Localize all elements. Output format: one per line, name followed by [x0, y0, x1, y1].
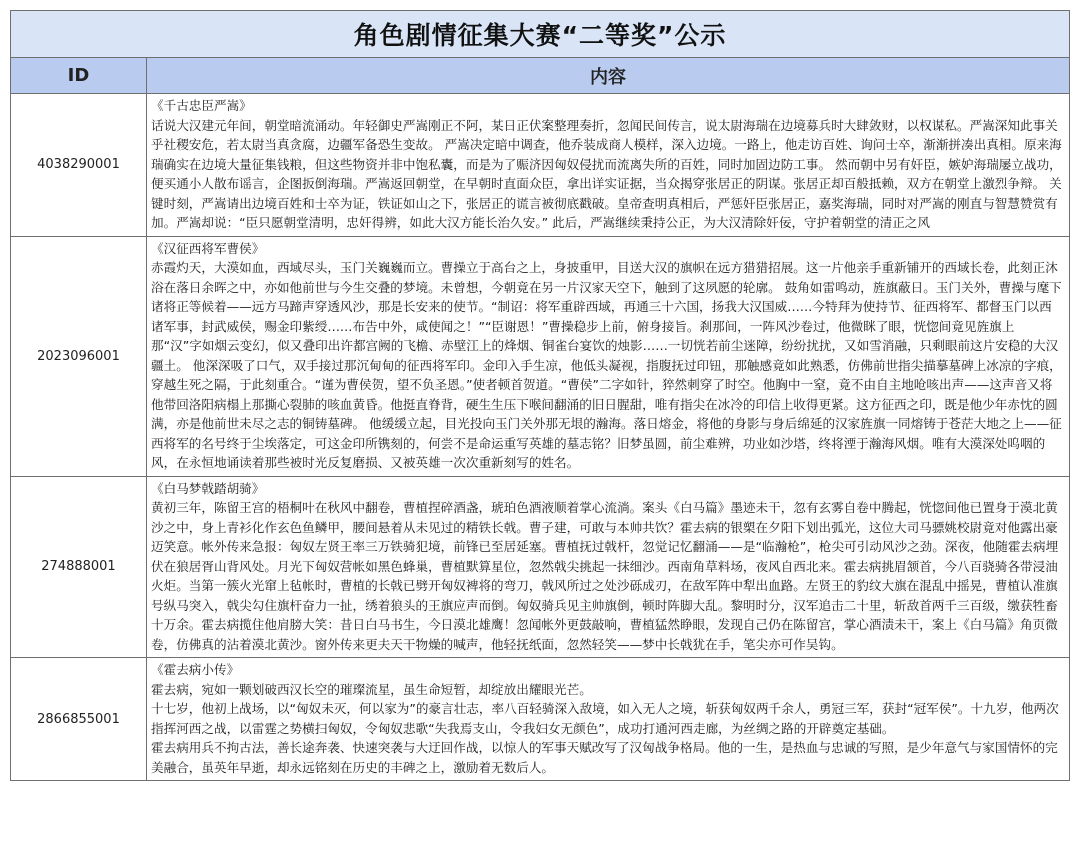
row-id: 274888001 — [11, 476, 147, 658]
title-row — [11, 11, 1070, 58]
row-content — [147, 658, 1070, 781]
entry-paragraph: 十七岁，他初上战场，以“匈奴未灭，何以家为”的豪言壮志，率八百轻骑深入敌境，如入无人之境，斩获匈奴两千余人，勇冠三军，获封“冠军侯”。十九岁，他两次指挥河西之战，以雷霆之势横扫匈奴，令匈奴悲歌“失我焉支山，令我妇女无颜色”，成功打通河西走廊，为丝绸之路的开辟奠定基础。 — [151, 701, 1059, 736]
entry-title: 《千古忠臣严嵩》 — [151, 98, 252, 113]
entry-paragraph: 霍去病用兵不拘古法，善长途奔袭、快速突袭与大迂回作战，以惊人的军事天赋改写了汉匈战争格局。他的一生，是热血与忠诚的写照，是少年意气与家国情怀的完美融合，虽英年早逝，却永远铭刻在历史的丰碑之上，激励着无数后人。 — [151, 740, 1058, 775]
entry-paragraph: 霍去病，宛如一颗划破西汉长空的璀璨流星，虽生命短暂，却绽放出耀眼光芒。 — [151, 681, 592, 697]
table-row — [11, 476, 1070, 658]
table-row — [11, 236, 1070, 476]
entry-title: 《汉征西将军曹侯》 — [151, 240, 265, 256]
column-header-content: 内容 — [147, 58, 1070, 94]
entry-title: 《白马梦戟踏胡骑》 — [151, 480, 265, 496]
entry-paragraph: 赤霞灼天，大漠如血，西域尽头，玉门关巍巍而立。曹操立于高台之上，身披重甲，目送大汉的旗帜在远方猎猎招展。这一片他亲手重新铺开的西域长卷，此刻正沐浴在落日余晖之中，亦如他前世与今生交叠的梦境。未曾想，今朝竟在另一片汉家天空下，触到了这夙愿的轮廓。 鼓角如雷鸣动，旌旗蔽日。玉门关外，曹操与麾下诸将正等候着——远方马蹄声穿透风沙，那是长安来的使节。“制诏：将军重辟西域，再通三十六国，扬我大汉国威……今特拜为使持节、征西将军、都督玉门以西诸军事，封武威侯，赐金印紫绶……布告中外，咸使闻之！”“臣谢恩！”曹操稳步上前，俯身接旨。刹那间，一阵风沙卷过，他微眯了眼，恍惚间竟见旌旗上那“汉”字如烟云变幻，似又叠印出许都宫阙的飞檐、赤壁江上的烽烟、铜雀台宴饮的烛影……一切恍若前尘迷障，纷纷扰扰，又如雪消融，只剩眼前这片安稳的大汉疆土。 他深深吸了口气，双手接过那沉甸甸的征西将军印。金印入手生凉，他低头凝视，指腹抚过印钮，那触感竟如此熟悉，仿佛前世指尖描摹墓碑上冰凉的字痕，穿越生死之隔，于此刻重合。“谨为曹侯贺，望不负圣恩。”使者顿首贺道。“曹侯”二字如针，猝然刺穿了时空。他胸中一窒，竟不由自主地呛咳出声——这声音又将他带回洛阳病榻上那撕心裂肺的咳血黄昏。他挺直脊背，硬生生压下喉间翻涌的旧日腥甜，唯有指尖在冰冷的印信上收得更紧。这方征西之印，既是他少年赤忱的圆满，亦是他前世未尽之志的铜铸墓碑。 他缓缓立起，目光投向玉门关外那无垠的瀚海。落日熔金，将他的身影与身后绵延的汉家旌旗一同熔铸于苍茫大地之上——征西将军的名号终于尘埃落定，可这金印所镌刻的，何尝不是命运重写英雄的墓志铭？旧梦虽圆，前尘难辨，功业如沙塔，终将湮于瀚海风烟。唯有大漠深处呜咽的风，在永恒地诵读着那些被时光反复磨损、又被英雄一次次重新刻写的姓名。 — [151, 260, 1062, 470]
entry-paragraph: 黄初三年，陈留王宫的梧桐叶在秋风中翻卷，曹植捏碎酒盏，琥珀色酒液顺着掌心流淌。案头《白马篇》墨迹未干，忽有玄雾自卷中腾起，恍惚间他已置身于漠北黄沙之中，身上青衫化作玄色鱼鳞甲，腰间悬着从未见过的精铁长戟。曹子建，可敢与本帅共饮？霍去病的银槊在夕阳下划出弧光，这位大司马骠姚校尉竟对他露出豪迈笑意。帐外传来急报：匈奴左贤王率三万铁骑犯境，前锋已至居延塞。曹植抚过戟杆，忽觉记忆翻涌——是“临瀚枪”，枪尖可引动风沙之劲。深夜，他随霍去病埋伏在狼居胥山背风处。月光下匈奴营帐如黑色蜂巢，曹植默算星位，忽然戟尖挑起一抹细沙。西南角草料场，夜风自西北来。霍去病挑眉颔首，今八百骁骑各带浸油火炬。当第一簇火光窜上毡帐时，曹植的长戟已劈开匈奴裨将的弯刀，戟风所过之处沙砾成刃，在敌军阵中犁出血路。左贤王的豹纹大旗在混乱中摇晃，曹植认准旗号纵马突入，戟尖勾住旗杆奋力一扯，绣着狼头的王旗应声而倒。匈奴骑兵见主帅旗倒，顿时阵脚大乱。黎明时分，汉军追击二十里，斩敌首两千三百级，缴获牲畜十万余。霍去病揽住他肩膀大笑：昔日白马书生，今日漠北雄鹰！忽闻帐外更鼓敲响，曹植猛然睁眼，发现自己仍在陈留宫，掌心酒渍未干，案上《白马篇》角页微卷，仿佛真的沾着漠北黄沙。窗外传来更夫天干物燥的喊声，他轻抚纸面，忽然轻笑——梦中长戟犹在手，笔尖亦可作吴钩。 — [151, 500, 1059, 652]
header-row — [11, 58, 1070, 94]
row-id: 4038290001 — [11, 94, 147, 237]
row-id: 2023096001 — [11, 236, 147, 476]
entry-title: 《霍去病小传》 — [151, 662, 240, 677]
entry-paragraph: 话说大汉建元年间，朝堂暗流涌动。年轻御史严嵩刚正不阿，某日正伏案整理奏折，忽闻民间传言，说太尉海瑞在边境募兵时大肆敛财，以权谋私。严嵩深知此事关乎社稷安危，若太尉当真贪腐，边疆军备恐生变故。 严嵩决定暗中调查，他乔装成商人模样，深入边境。一路上，他走访百姓、询问士卒，渐渐拼凑出真相。原来海瑞确实在边境大量征集钱粮，但这些物资并非中饱私囊，而是为了赈济因匈奴侵扰而流离失所的百姓，同时加固边防工事。 然而朝中另有奸臣，嫉妒海瑞屡立战功，便买通小人散布谣言，企图扳倒海瑞。严嵩返回朝堂，在早朝时直面众臣，拿出详实证据，当众揭穿张居正的阴谋。张居正却百般抵赖，双方在朝堂上激烈争辩。 关键时刻，严嵩请出边境百姓和士卒为证，铁证如山之下，张居正的谎言被彻底戳破。皇帝查明真相后，严惩奸臣张居正，嘉奖海瑞，同时对严嵩的刚直与智慧赞赏有加。严嵩却说：“臣只愿朝堂清明，忠奸得辨，如此大汉方能长治久安。” 此后，严嵩继续秉持公正，为大汉清除奸佞，守护着朝堂的清正之风 — [151, 117, 1062, 230]
notice-sheet — [10, 10, 1070, 833]
page-title: 角色剧情征集大赛“二等奖”公示 — [11, 11, 1070, 58]
table-row — [11, 658, 1070, 781]
table-row — [11, 94, 1070, 237]
row-content — [147, 94, 1070, 237]
row-content — [147, 236, 1070, 476]
column-header-id: ID — [11, 58, 147, 94]
row-id: 2866855001 — [11, 658, 147, 781]
row-content — [147, 476, 1070, 658]
notice-table — [10, 10, 1070, 781]
